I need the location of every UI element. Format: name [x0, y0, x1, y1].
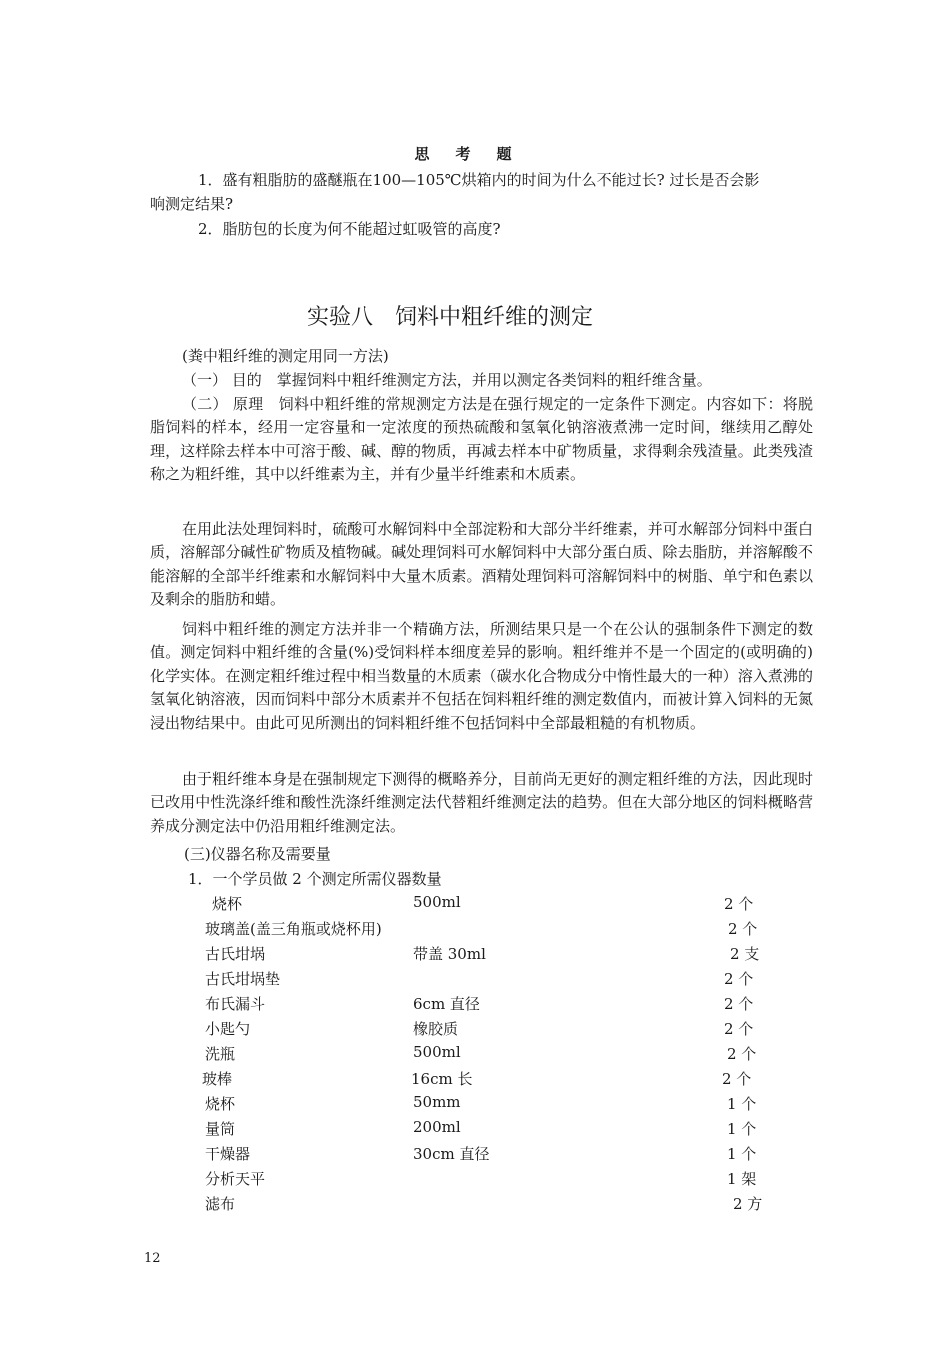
experiment-title: 实验八 饲料中粗纤维的测定 [306, 305, 593, 330]
equipment-qty: 1 个 [727, 1145, 757, 1163]
experiment-note: (粪中粗纤维的测定用同一方法) [182, 347, 389, 365]
accuracy-paragraph: 饲料中粗纤维的测定方法并非一个精确方法，所测结果只是一个在公认的强制条件下测定的数值。测定饲料中粗纤维的含量(%)受饲料样本细度差异的影响。粗纤维并不是一个固定的(或明确的)化学实体。在测定粗纤维过程中相当数量的木质素（碳水化合物成分中惰性最大的一种）溶入煮沸的氢氧化钠溶液，因而饲料中部分木质素并不包括在饲料粗纤维的测定数值内，而被计算入饲料的无氮浸出物结果中。由此可见所测出的饲料粗纤维不包括饲料中全部最粗糙的有机物质。 [150, 620, 813, 732]
equipment-spec: 16cm 长 [411, 1070, 473, 1088]
think-section-title: 思考题 [414, 145, 538, 163]
equipment-name: 小匙勺 [205, 1020, 251, 1038]
equipment-qty: 1 个 [727, 1095, 757, 1113]
principle-paragraph: （二） 原理 饲料中粗纤维的常规测定方法是在强行规定的一定条件下测定。内容如下：将脱脂饲料的样本，经用一定容量和一定浓度的预热硫酸和氢氧化钠溶液煮沸一定时间，继续用乙醇处理，这样除去样本中可溶于酸、碱、醇的物质，再减去样本中矿物质量，求得剩余残渣量。此类残渣称之为粗纤维，其中以纤维素为主，并有少量半纤维素和木质素。 [150, 395, 813, 484]
equipment-name: 量筒 [205, 1120, 236, 1138]
purpose-paragraph: （一） 目的 掌握饲料中粗纤维测定方法，并用以测定各类饲料的粗纤维含量。 [182, 371, 712, 389]
equipment-name: 烧杯 [212, 895, 243, 913]
equipment-name: 古氏坩埚 [205, 945, 266, 963]
equipment-spec: 6cm 直径 [413, 995, 480, 1013]
sub-heading-1: 1．一个学员做 2 个测定所需仪器数量 [188, 870, 442, 888]
equipment-name: 古氏坩埚垫 [205, 970, 281, 988]
equipment-qty: 2 支 [730, 945, 760, 963]
equipment-qty: 2 个 [724, 895, 754, 913]
equipment-name: 玻棒 [202, 1070, 233, 1088]
equipment-name: 烧杯 [205, 1095, 236, 1113]
equipment-qty: 2 个 [727, 1045, 757, 1063]
alternative-method-paragraph: 由于粗纤维本身是在强制规定下测得的概略养分，目前尚无更好的测定粗纤维的方法，因此现时已改用中性洗涤纤维和酸性洗涤纤维测定法代替粗纤维测定法的趋势。但在大部分地区的饲料概略营养成分测定法中仍沿用粗纤维测定法。 [150, 770, 813, 835]
question-2: 2．脂肪包的长度为何不能超过虹吸管的高度? [198, 220, 501, 238]
equipment-spec: 30cm 直径 [413, 1145, 490, 1163]
equipment-spec: 50mm [413, 1093, 461, 1111]
equipment-name: 滤布 [205, 1195, 236, 1213]
equipment-name: 布氏漏斗 [205, 995, 266, 1013]
equipment-spec: 橡胶质 [413, 1020, 459, 1038]
equipment-spec: 500ml [413, 1043, 461, 1061]
equipment-name: 洗瓶 [205, 1045, 236, 1063]
equipment-qty: 2 方 [733, 1195, 763, 1213]
equipment-qty: 2 个 [724, 1020, 754, 1038]
equipment-qty: 2 个 [724, 970, 754, 988]
equipment-name: 干燥器 [205, 1145, 251, 1163]
equipment-spec: 500ml [413, 893, 461, 911]
equipment-qty: 1 个 [727, 1120, 757, 1138]
equipment-qty: 1 架 [727, 1170, 757, 1188]
question-1-line-1: 1．盛有粗脂肪的盛醚瓶在100—105℃烘箱内的时间为什么不能过长? 过长是否会影 [198, 171, 760, 189]
equipment-spec: 带盖 30ml [413, 945, 486, 963]
question-1-line-2: 响测定结果? [150, 195, 234, 213]
equipment-name: 玻璃盖(盖三角瓶或烧杯用) [205, 920, 382, 938]
equipment-qty: 2 个 [728, 920, 758, 938]
section-3-heading: (三)仪器名称及需要量 [184, 845, 331, 863]
page-number: 12 [144, 1251, 161, 1266]
acid-alkali-paragraph: 在用此法处理饲料时，硫酸可水解饲料中全部淀粉和大部分半纤维素，并可水解部分饲料中蛋白质，溶解部分碱性矿物质及植物碱。碱处理饲料可水解饲料中大部分蛋白质、除去脂肪，并溶解酸不能溶解的全部半纤维素和水解饲料中大量木质素。酒精处理饲料可溶解饲料中的树脂、单宁和色素以及剩余的脂肪和蜡。 [150, 520, 813, 609]
equipment-qty: 2 个 [722, 1070, 752, 1088]
equipment-name: 分析天平 [205, 1170, 266, 1188]
equipment-spec: 200ml [413, 1118, 461, 1136]
equipment-qty: 2 个 [724, 995, 754, 1013]
